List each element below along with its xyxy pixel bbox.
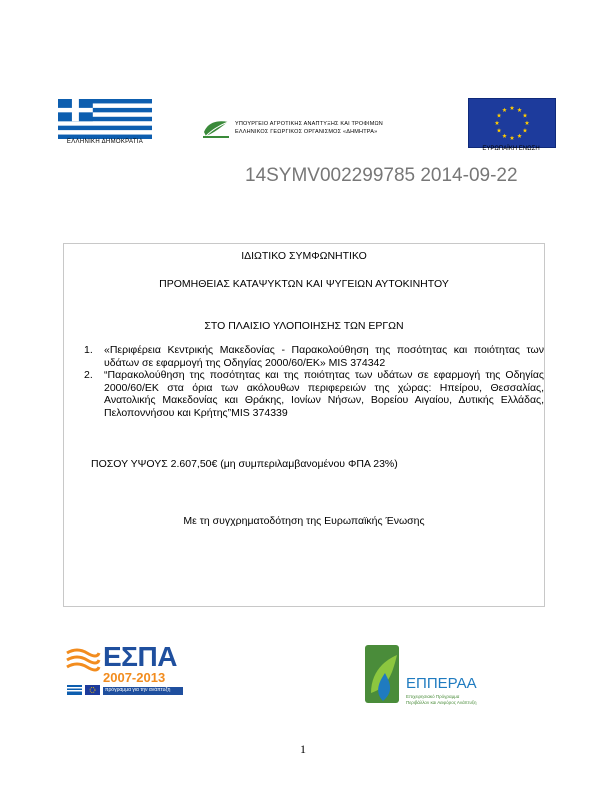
- espa-tagline: πρόγραμμα για την ανάπτυξη: [105, 687, 171, 693]
- leaf-drop-icon: [363, 643, 403, 705]
- eu-star-icon: [510, 136, 515, 140]
- eu-star-icon: [497, 113, 502, 117]
- epperaa-subtitle-2: Περιβάλλον και Αειφόρος Ανάπτυξη: [406, 700, 477, 705]
- list-item-text: «Περιφέρεια Κεντρικής Μακεδονίας - Παρακολούθηση της ποσότητας και ποιότητας των υδάτων σε εφαρμογή της Οδηγίας 2000/60/ΕΚ» MIS 374342: [104, 344, 544, 369]
- leaf-icon: [202, 118, 232, 140]
- page-number: 1: [300, 742, 306, 756]
- espa-waves-icon: [65, 645, 101, 675]
- greek-flag-logo: [58, 99, 152, 139]
- eu-star-icon: [497, 128, 502, 132]
- eu-star-icon: [517, 108, 522, 112]
- eu-star-icon: [502, 108, 507, 112]
- flags-icon: [67, 685, 101, 695]
- epperaa-logo: [363, 643, 491, 705]
- eu-stars-icon: [469, 99, 555, 147]
- list-item: [84, 344, 544, 369]
- eu-star-icon: [495, 121, 500, 125]
- epperaa-subtitle-1: Επιχειρησιακό Πρόγραμμα: [406, 694, 460, 699]
- eu-star-icon: [510, 106, 515, 110]
- list-item-text: “Παρακολούθηση της ποσότητας και της ποιότητας των υδάτων σε εφαρμογή της Οδηγίας 2000/60/ΕΚ στα όρια των ακόλουθων περιφερειών της χώρας: Ηπείρου, Θεσσαλίας, Ανατολικής Μακεδονίας και Θράκης, Ιονίων Νήσων, Βορείου Αιγαίου, Δυτικής Ελλάδας, Πελοποννήσου και Κρήτης”MIS 374339: [104, 369, 544, 419]
- ministry-logo: [202, 118, 417, 140]
- eu-star-icon: [502, 134, 507, 138]
- project-list: [84, 344, 544, 419]
- list-item-number: 1.: [84, 344, 93, 356]
- greek-flag-caption: ΕΛΛΗΝΙΚΗ ΔΗΜΟΚΡΑΤΙΑ: [66, 139, 144, 145]
- eu-flag-logo: [468, 98, 556, 148]
- list-item: [84, 369, 544, 419]
- eu-flag-caption: ΕΥΡΩΠΑΪΚΗ ΕΝΩΣΗ: [482, 146, 540, 152]
- espa-logo: [65, 641, 183, 697]
- list-item-number: 2.: [84, 369, 93, 381]
- cofunding-text: Με τη συγχρηματοδότηση της Ευρωπαϊκής Ένωσης: [183, 515, 425, 527]
- ministry-name-line1: ΥΠΟΥΡΓΕΙΟ ΑΓΡΟΤΙΚΗΣ ΑΝΑΠΤΥΞΗΣ ΚΑΙ ΤΡΟΦΙΜΩΝ: [235, 121, 383, 127]
- document-subtitle: ΠΡΟΜΗΘΕΙΑΣ ΚΑΤΑΨΥΚΤΩΝ ΚΑΙ ΨΥΓΕΙΩΝ ΑΥΤΟΚΙΝΗΤΟΥ: [159, 278, 449, 290]
- eu-star-icon: [523, 113, 528, 117]
- framework-heading: ΣΤΟ ΠΛΑΙΣΙΟ ΥΛΟΠΟΙΗΣΗΣ ΤΩΝ ΕΡΓΩΝ: [204, 320, 404, 332]
- eu-star-icon: [523, 128, 528, 132]
- eu-star-icon: [525, 121, 530, 125]
- amount-text: ΠΟΣΟΥ ΥΨΟΥΣ 2.607,50€ (μη συμπεριλαμβανομένου ΦΠΑ 23%): [91, 458, 398, 470]
- espa-years: 2007-2013: [103, 670, 166, 685]
- document-title: ΙΔΙΩΤΙΚΟ ΣΥΜΦΩΝΗΤΙΚΟ: [241, 250, 367, 262]
- epperaa-name: ΕΠΠΕΡΑΑ: [406, 675, 477, 692]
- agreement-box: [63, 243, 545, 607]
- eu-star-icon: [517, 134, 522, 138]
- document-code: 14SYMV002299785 2014-09-22: [245, 165, 518, 186]
- espa-name: ΕΣΠΑ: [103, 641, 177, 672]
- ministry-name-line2: ΕΛΛΗΝΙΚΟΣ ΓΕΩΡΓΙΚΟΣ ΟΡΓΑΝΙΣΜΟΣ «ΔΗΜΗΤΡΑ»: [235, 129, 378, 135]
